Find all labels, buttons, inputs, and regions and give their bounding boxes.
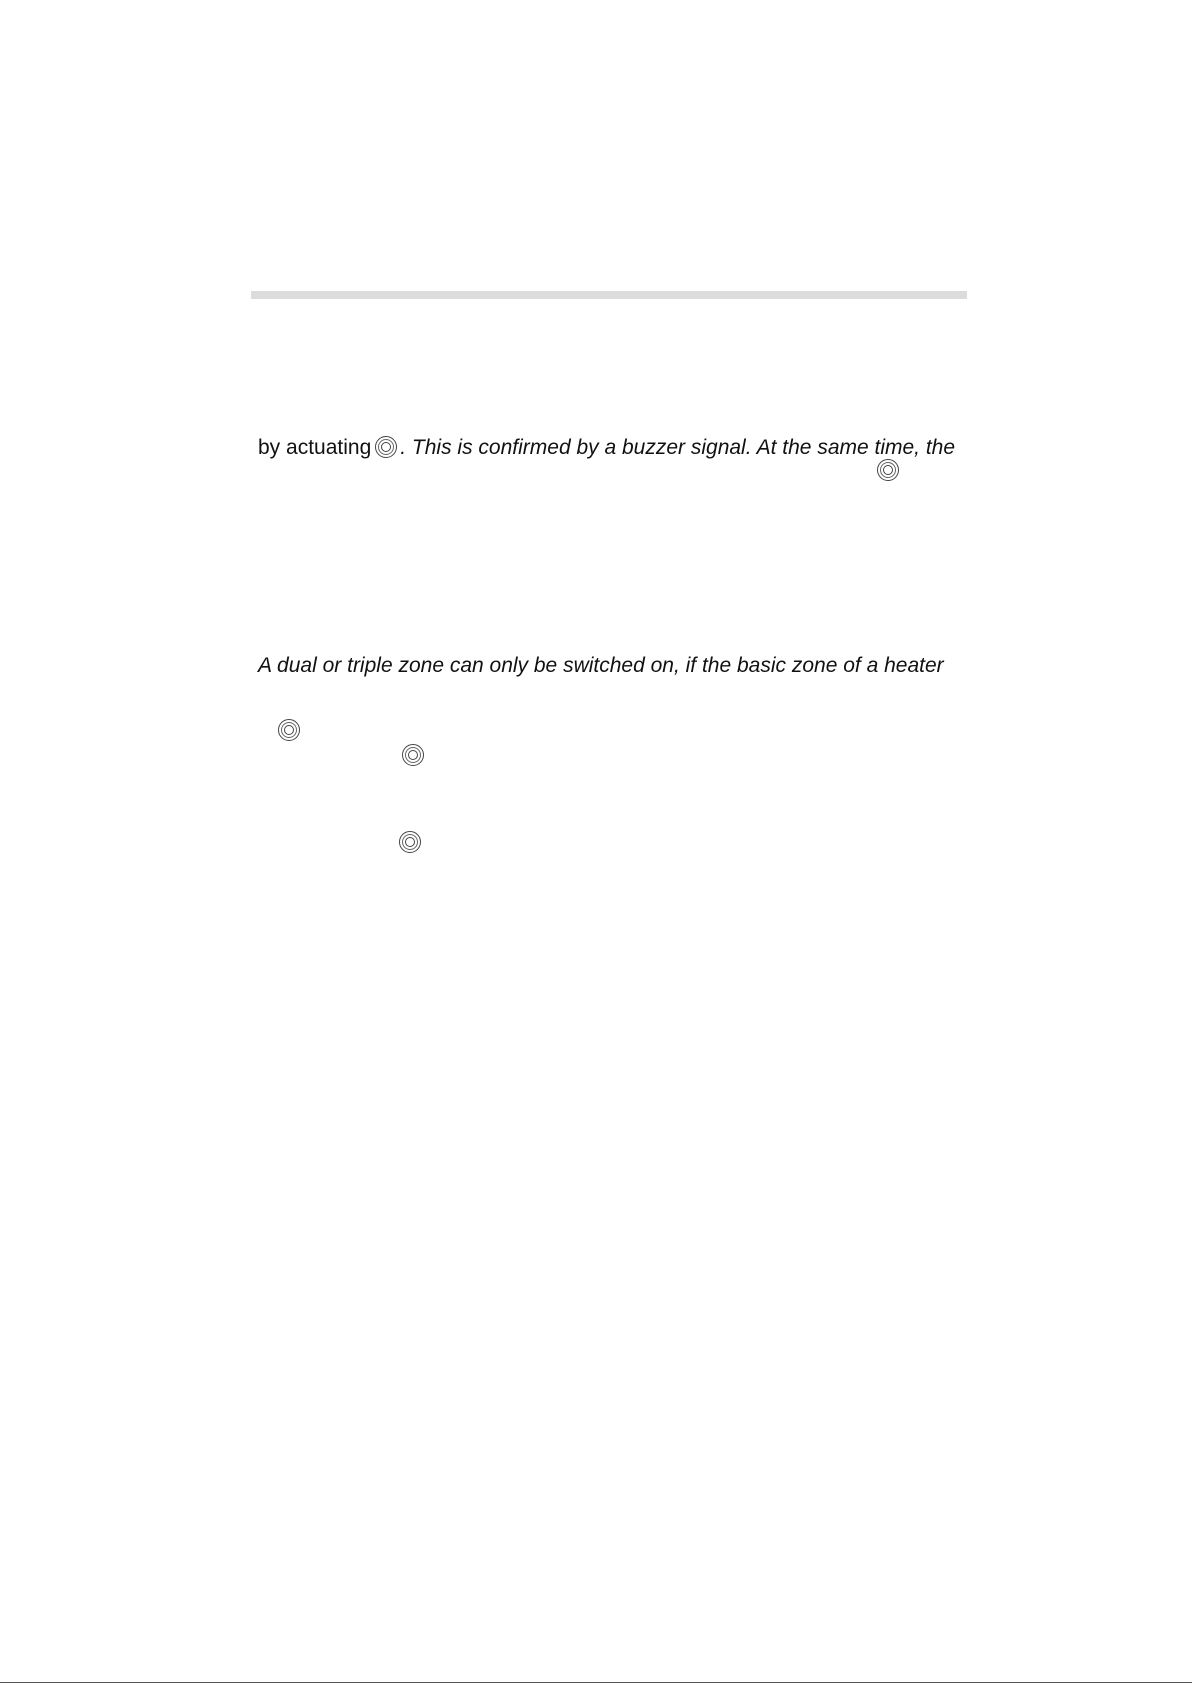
body-text-line-dual-zone: A dual or triple zone can only be switched on, if the basic zone of a heater <box>258 654 944 677</box>
line-lead-text: by actuating <box>258 436 372 459</box>
body-text-line-actuating <box>258 435 955 461</box>
ring-button-icon <box>877 459 899 481</box>
footer-rule <box>0 1682 1192 1683</box>
ring-button-icon <box>375 436 397 458</box>
ring-button-icon <box>402 744 424 766</box>
line-italic-text: . This is confirmed by a buzzer signal. At the same time, the <box>400 436 956 459</box>
header-rule <box>251 291 967 299</box>
ring-button-icon <box>278 719 300 741</box>
ring-button-icon <box>399 831 421 853</box>
